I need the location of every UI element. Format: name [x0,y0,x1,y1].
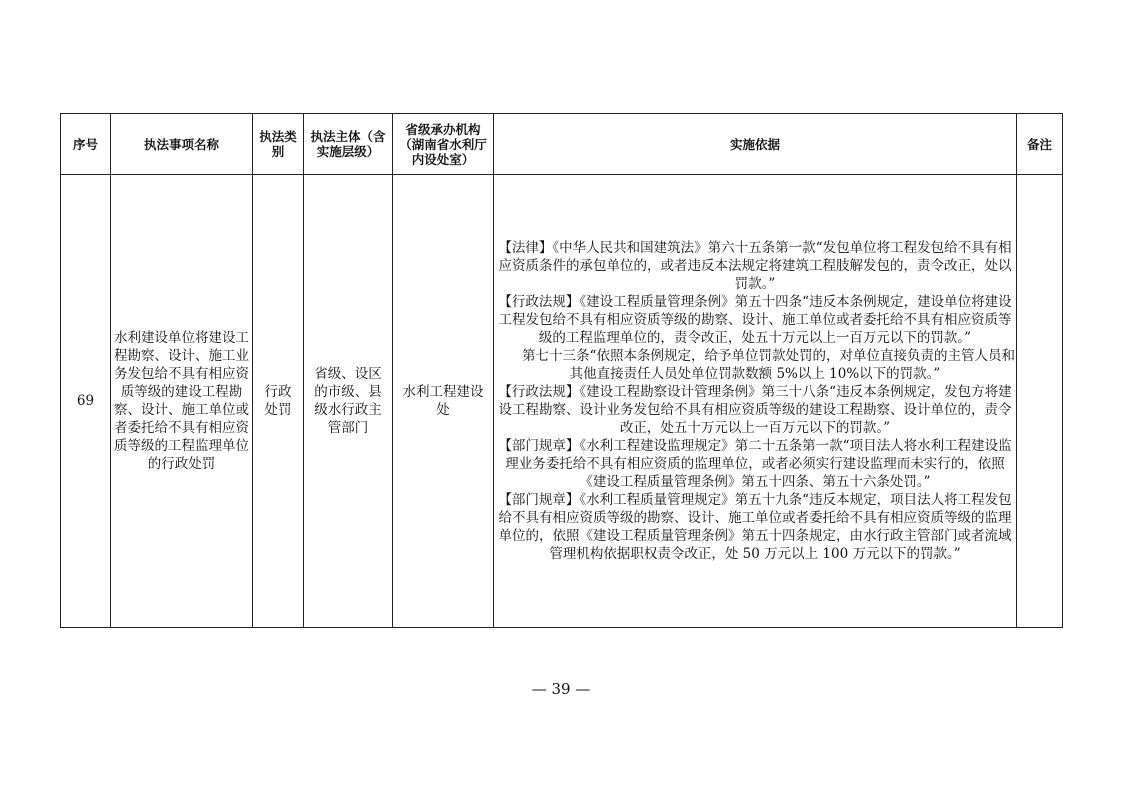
basis-paragraph: 第七十三条“依照本条例规定，给予单位罚款处罚的，对单位直接负责的主管人员和其他直接责任人员处单位罚款数额 5%以上 10%以下的罚款。” [522,348,1015,382]
row-subject: 省级、设区的市级、县级水行政主管部门 [304,175,393,628]
header-subject: 执法主体（含实施层级） [304,114,393,175]
basis-paragraph: 【行政法规】《建设工程勘察设计管理条例》第三十八条“违反本条例规定，发包方将建设工程勘察、设计业务发包给不具有相应资质等级的建设工程勘察、设计单位的，责令改正，处五十万元以上一百万元以下的罚款。” [498,384,1012,436]
header-provincial-office: 省级承办机构（湖南省水利厅内设处室） [393,114,494,175]
header-basis: 实施依据 [494,114,1017,175]
row-remarks [1017,175,1063,628]
basis-paragraph: 【行政法规】《建设工程质量管理条例》第五十四条“违反本条例规定，建设单位将建设工程发包给不具有相应资质等级的勘察、设计、施工单位或者委托给不具有相应资质等级的工程监理单位的，责令改正，处五十万元以上一百万元以下的罚款。” [498,294,1012,346]
enforcement-items-table [60,113,1063,628]
table-row [61,175,1063,628]
row-seq: 69 [61,175,111,628]
header-seq: 序号 [61,114,111,175]
basis-paragraph: 【部门规章】《水利工程质量管理规定》第五十九条“违反本规定，项目法人将工程发包给不具有相应资质等级的勘察、设计、施工单位或者委托给不具有相应资质等级的监理单位的，依照《建设工程质量管理条例》第五十四条规定，由水行政主管部门或者流域管理机构依据职权责令改正，处 50 万元以上 100 万元以下的罚款。” [498,492,1012,562]
row-provincial-office: 水利工程建设处 [393,175,494,628]
header-item-name: 执法事项名称 [111,114,253,175]
header-remarks: 备注 [1017,114,1063,175]
table-header-row [61,114,1063,175]
row-item-name: 水利建设单位将建设工程勘察、设计、施工业务发包给不具有相应资质等级的建设工程勘察、设计、施工单位或者委托给不具有相应资质等级的工程监理单位的行政处罚 [111,175,253,628]
page-number: — 39 — [531,680,591,698]
row-basis [494,175,1017,628]
basis-paragraph: 【部门规章】《水利工程建设监理规定》第二十五条第一款“项目法人将水利工程建设监理业务委托给不具有相应资质的监理单位，或者必须实行建设监理而未实行的，依照《建设工程质量管理条例》第五十四条、第五十六条处罚。” [498,438,1012,490]
row-category: 行政处罚 [253,175,304,628]
basis-paragraph: 【法律】《中华人民共和国建筑法》第六十五条第一款“发包单位将工程发包给不具有相应资质条件的承包单位的，或者违反本法规定将建筑工程肢解发包的，责令改正，处以罚款。” [498,240,1012,292]
header-category: 执法类别 [253,114,304,175]
